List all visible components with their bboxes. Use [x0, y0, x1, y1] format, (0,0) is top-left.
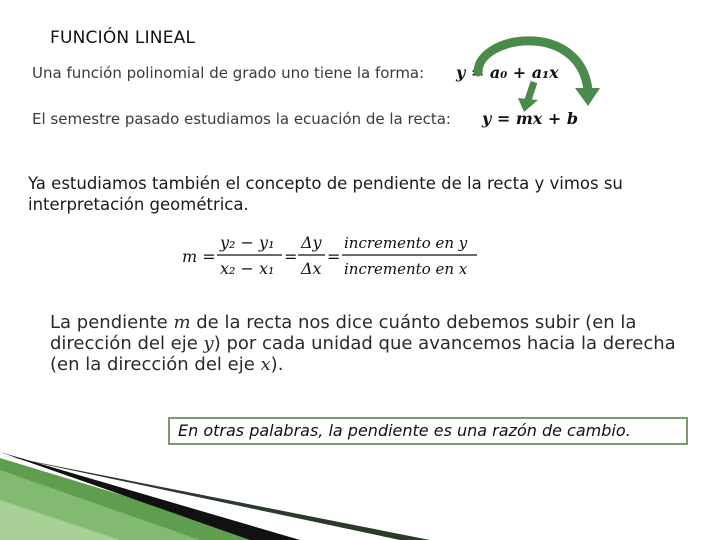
formula-eq2: = [284, 247, 298, 266]
slope-m: m [173, 312, 191, 333]
line-equation: y = mx + b [482, 109, 579, 128]
rate-of-change-box: En otras palabras, la pendiente es una razón de cambio. [168, 417, 688, 445]
slope-x: x [260, 354, 271, 375]
formula-den2: Δx [301, 259, 322, 278]
slope-explanation [50, 312, 690, 375]
formula-num2: Δy [301, 233, 322, 252]
formula-den1: x₂ − x₁ [220, 259, 275, 278]
formula-num3: incremento en y [344, 234, 468, 252]
polynomial-form-text: Una función polinomial de grado uno tiene la forma: [32, 64, 425, 82]
curved-arrow-icon [478, 41, 600, 112]
page-title: FUNCIÓN LINEAL [50, 28, 196, 48]
formula-lhs: m = [182, 247, 216, 266]
formula-eq3: = [327, 247, 341, 266]
slope-part2: de la recta nos dice cuánto debemos subir (en la dirección del eje [50, 312, 637, 354]
slope-part4: ). [270, 354, 284, 375]
slope-intro-paragraph: Ya estudiamos también el concepto de pendiente de la recta y vimos su interpretación geométrica. [28, 174, 623, 214]
decorative-stripes [0, 452, 430, 540]
line-equation-text: El semestre pasado estudiamos la ecuación de la recta: [32, 110, 451, 128]
slope-y: y [203, 333, 214, 354]
formula-num1: y₂ − y₁ [220, 233, 275, 252]
polynomial-form-equation: y = a₀ + a₁x [456, 63, 559, 82]
slope-part3: ) por cada unidad que avancemos hacia la derecha (en la dirección del eje [50, 333, 676, 375]
formula-den3: incremento en x [344, 260, 468, 278]
slope-part1: La pendiente [50, 312, 174, 333]
